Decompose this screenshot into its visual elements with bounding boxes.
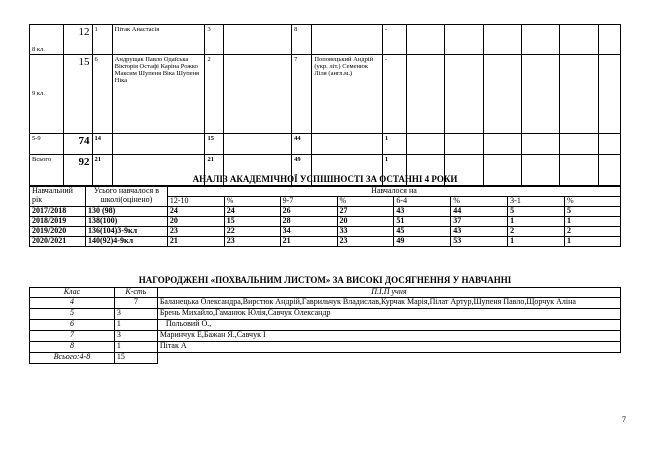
- honors-by-class-table: [29, 24, 621, 186]
- count-cell: 14: [92, 134, 112, 155]
- table-row: [30, 331, 621, 342]
- count-cell: 21: [205, 155, 223, 186]
- names-cell: [223, 55, 292, 134]
- value-cell: 26: [280, 207, 337, 217]
- class-header: Клас: [30, 288, 115, 298]
- analysis-title: АНАЛІЗ АКАДЕМІЧНОЇ УСПІШНОСТІ ЗА ОСТАННІ 4 РОКИ: [192, 174, 458, 184]
- count-cell: 1: [92, 25, 112, 55]
- count-cell: 7: [292, 55, 312, 134]
- total-label: Всього:4-8: [30, 353, 115, 364]
- grade-cell: 5-9: [30, 134, 64, 155]
- names-header: П.І.П учня: [157, 288, 620, 298]
- count-cell: 21: [92, 155, 112, 186]
- value-cell: 53: [451, 237, 508, 247]
- count-cell: 44: [292, 134, 312, 155]
- count-cell: 3: [114, 309, 157, 320]
- table-row: [30, 207, 621, 217]
- class-cell: 5: [30, 309, 115, 320]
- value-cell: 28: [280, 217, 337, 227]
- names-cell: Маринчук Е,Бажан Я.,Савчук І: [157, 331, 620, 342]
- names-cell: Пітак А: [157, 342, 620, 353]
- year-cell: 2020/2021: [30, 237, 86, 247]
- value-cell: 22: [224, 227, 280, 237]
- count-cell: 49: [292, 155, 312, 186]
- table-header-row: [30, 187, 621, 197]
- table-row: [30, 134, 621, 155]
- value-cell: 51: [394, 217, 451, 227]
- value-cell: 1: [565, 217, 621, 227]
- count-cell: 7: [114, 298, 157, 309]
- count-cell: -: [382, 55, 406, 134]
- value-cell: 5: [565, 207, 621, 217]
- page-number: 7: [622, 415, 626, 424]
- table-row: [30, 55, 621, 134]
- class-cell: 4: [30, 298, 115, 309]
- year-cell: 2017/2018: [30, 207, 86, 217]
- count-cell: 1: [114, 342, 157, 353]
- total-cell: 92: [64, 155, 92, 186]
- grade-cell: Всього: [30, 155, 64, 186]
- total-cell: 12: [64, 25, 92, 55]
- class-cell: 7: [30, 331, 115, 342]
- total-cell: 140(92)4-9кл: [85, 237, 167, 247]
- table-row: [30, 309, 621, 320]
- total-header: Усього навчалося в школі(оцінено): [85, 187, 167, 207]
- value-cell: 5: [508, 207, 565, 217]
- value-cell: 27: [337, 207, 394, 217]
- value-cell: 23: [167, 227, 224, 237]
- awards-table: [29, 287, 621, 364]
- subheader-cell: %: [451, 197, 508, 207]
- names-cell: [312, 134, 383, 155]
- subheader-cell: 9-7: [280, 197, 337, 207]
- names-cell: Польовий О.,: [157, 320, 620, 331]
- value-cell: 23: [224, 237, 280, 247]
- value-cell: 49: [394, 237, 451, 247]
- value-cell: 45: [394, 227, 451, 237]
- value-cell: 20: [167, 217, 224, 227]
- value-cell: 43: [394, 207, 451, 217]
- names-cell: Поповецький Андрій (укр. літ.) Семенюк Ліля (англ.м.): [312, 55, 383, 134]
- year-header: Навчальний рік: [30, 187, 86, 207]
- count-cell: -: [382, 25, 406, 55]
- value-cell: 37: [451, 217, 508, 227]
- names-cell: [312, 25, 383, 55]
- count-cell: 8: [292, 25, 312, 55]
- class-cell: 8: [30, 342, 115, 353]
- total-cell: 136(104)3-9кл: [85, 227, 167, 237]
- value-cell: 20: [337, 217, 394, 227]
- value-cell: 44: [451, 207, 508, 217]
- value-cell: 1: [508, 217, 565, 227]
- year-cell: 2019/2020: [30, 227, 86, 237]
- count-cell: 2: [205, 55, 223, 134]
- count-cell: 1: [382, 134, 406, 155]
- names-cell: Брень Михайло,Гаманюк Юлія,Савчук Олександр: [157, 309, 620, 320]
- table-row: [30, 25, 621, 55]
- value-cell: 2: [508, 227, 565, 237]
- value-cell: 24: [224, 207, 280, 217]
- count-header: К-сть: [114, 288, 157, 298]
- names-cell: [112, 134, 205, 155]
- count-cell: 6: [92, 55, 112, 134]
- value-cell: 1: [508, 237, 565, 247]
- value-cell: 33: [337, 227, 394, 237]
- value-cell: 23: [337, 237, 394, 247]
- subheader-cell: %: [565, 197, 621, 207]
- total-cell: 15: [64, 55, 92, 134]
- table-row: [30, 217, 621, 227]
- table-header-row: [30, 288, 621, 298]
- total-cell: 138(100): [85, 217, 167, 227]
- names-cell: Андрущак Павло Одаїська Вікторія Остафі Каріна Рожко Максим Шупеня Віка Шупеня Ніка: [112, 55, 205, 134]
- grade-cell: 8 кл.: [30, 25, 64, 55]
- class-cell: 6: [30, 320, 115, 331]
- table-row: [30, 342, 621, 353]
- value-cell: 15: [224, 217, 280, 227]
- total-value: 15: [114, 353, 157, 364]
- subheader-cell: 12-10: [167, 197, 224, 207]
- value-cell: 21: [167, 237, 224, 247]
- count-cell: 1: [382, 155, 406, 186]
- group-header: Навчалося на: [167, 187, 620, 197]
- table-row: [30, 237, 621, 247]
- names-cell: Баланецька Олександра,Вирстюк Андрій,Гаврильчук Владислав,Курчак Марія,Пілат Артур,Шупеня Павло,Щорчук Аліна: [157, 298, 620, 309]
- count-cell: 3: [114, 331, 157, 342]
- count-cell: 3: [205, 25, 223, 55]
- value-cell: 2: [565, 227, 621, 237]
- year-cell: 2018/2019: [30, 217, 86, 227]
- table-total-row: [30, 353, 621, 364]
- grade-cell: 9 кл.: [30, 55, 64, 134]
- value-cell: 1: [565, 237, 621, 247]
- names-cell: [223, 25, 292, 55]
- names-cell: Пітак Анастасія: [112, 25, 205, 55]
- table-row: [30, 227, 621, 237]
- subheader-cell: %: [337, 197, 394, 207]
- value-cell: 43: [451, 227, 508, 237]
- value-cell: 21: [280, 237, 337, 247]
- subheader-cell: %: [224, 197, 280, 207]
- names-cell: [223, 134, 292, 155]
- count-cell: 15: [205, 134, 223, 155]
- awards-title: НАГОРОДЖЕНІ «ПОХВАЛЬНИМ ЛИСТОМ» ЗА ВИСОКІ ДОСЯГНЕННЯ У НАВЧАННІ: [138, 275, 512, 285]
- total-cell: 74: [64, 134, 92, 155]
- analysis-table: [29, 186, 621, 247]
- table-row: [30, 298, 621, 309]
- total-cell: 130 (98): [85, 207, 167, 217]
- table-row: [30, 320, 621, 331]
- subheader-cell: 3-1: [508, 197, 565, 207]
- value-cell: 24: [167, 207, 224, 217]
- count-cell: 1: [114, 320, 157, 331]
- value-cell: 34: [280, 227, 337, 237]
- subheader-cell: 6-4: [394, 197, 451, 207]
